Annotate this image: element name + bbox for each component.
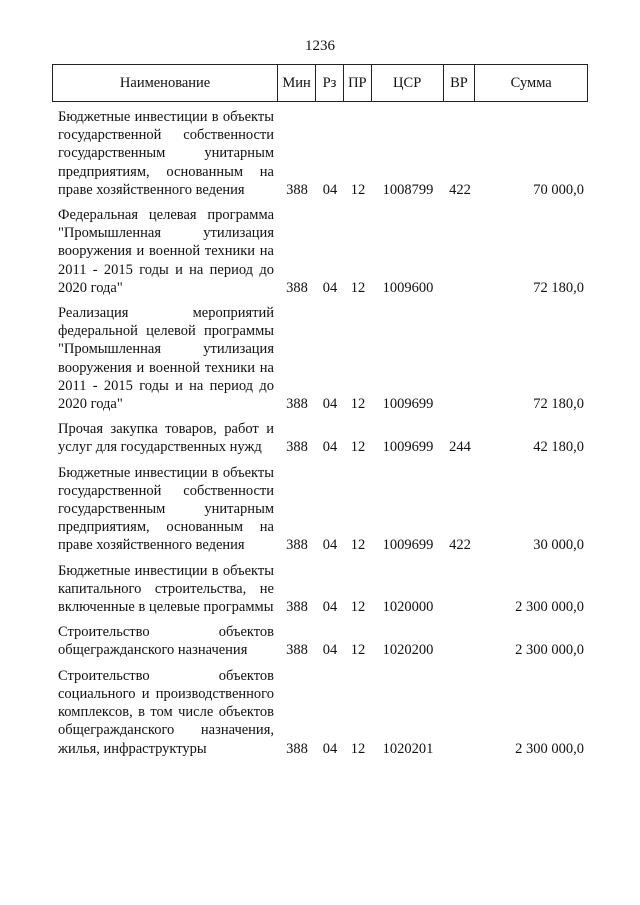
row-sum: 72 180,0	[533, 396, 584, 413]
table-row	[52, 562, 588, 617]
header-vr: ВР	[444, 65, 476, 101]
header-rz: Рз	[316, 65, 344, 101]
row-pr: 12	[350, 439, 366, 456]
row-rz: 04	[322, 642, 338, 659]
row-vr: 244	[449, 439, 471, 456]
table-body	[52, 108, 588, 765]
row-name: Бюджетные инвестиции в объекты капитального строительства, не включенные в целевые программы	[58, 562, 274, 616]
row-sum: 42 180,0	[533, 439, 584, 456]
row-csr: 1020200	[382, 642, 434, 659]
row-csr: 1020201	[382, 740, 434, 757]
row-rz: 04	[322, 279, 338, 296]
table-row	[52, 108, 588, 199]
row-sum: 2 300 000,0	[515, 599, 584, 616]
row-vr	[444, 667, 476, 758]
row-name: Бюджетные инвестиции в объекты государственной собственности государственным унитарным предприятиям, основанным на праве хозяйственного ведения	[58, 464, 274, 554]
row-vr: 422	[449, 537, 471, 554]
row-pr: 12	[350, 396, 366, 413]
row-name: Строительство объектов общегражданского назначения	[58, 624, 274, 659]
table-row	[52, 420, 588, 456]
row-csr: 1009699	[382, 439, 434, 456]
row-min: 388	[286, 181, 308, 198]
row-pr: 12	[350, 642, 366, 659]
row-sum: 30 000,0	[533, 537, 584, 554]
row-rz: 04	[322, 740, 338, 757]
row-sum: 72 180,0	[533, 279, 584, 296]
row-min: 388	[286, 439, 308, 456]
row-vr	[444, 562, 476, 617]
row-name: Бюджетные инвестиции в объекты государственной собственности государственным унитарным предприятиям, основанным на праве хозяйственного ведения	[58, 109, 274, 198]
row-csr: 1009699	[382, 537, 434, 554]
header-csr: ЦСР	[372, 65, 444, 101]
row-pr: 12	[350, 181, 366, 198]
header-sum: Сумма	[510, 74, 552, 91]
row-vr	[444, 623, 476, 659]
row-vr	[444, 206, 476, 297]
row-min: 388	[286, 599, 308, 616]
header-pr: ПР	[344, 65, 372, 101]
row-sum: 70 000,0	[533, 181, 584, 198]
row-csr: 1009699	[382, 396, 434, 413]
row-min: 388	[286, 279, 308, 296]
row-name: Реализация мероприятий федеральной целевой программы "Промышленная утилизация вооружения и военной техники на 2011 - 2015 годы и на период до 2020 года"	[58, 305, 274, 413]
row-name: Прочая закупка товаров, работ и услуг для государственных нужд	[58, 421, 274, 456]
header-name: Наименование	[53, 65, 278, 101]
table-row	[52, 667, 588, 758]
row-min: 388	[286, 740, 308, 757]
row-rz: 04	[322, 181, 338, 198]
row-name: Федеральная целевая программа "Промышленная утилизация вооружения и военной техники на 2011 - 2015 годы и на период до 2020 года"	[58, 207, 274, 296]
page-number: 1236	[305, 38, 335, 54]
header-min: Мин	[278, 65, 316, 101]
table-row	[52, 304, 588, 413]
row-csr: 1008799	[382, 181, 434, 198]
row-sum: 2 300 000,0	[515, 740, 584, 757]
row-pr: 12	[350, 537, 366, 554]
row-csr: 1009600	[382, 279, 434, 296]
table-row	[52, 623, 588, 659]
table-header	[52, 64, 588, 102]
row-pr: 12	[350, 740, 366, 757]
row-rz: 04	[322, 537, 338, 554]
row-pr: 12	[350, 279, 366, 296]
row-name: Строительство объектов социального и производственного комплексов, в том числе объектов общегражданского назначения, жилья, инфраструктуры	[58, 667, 274, 757]
row-min: 388	[286, 537, 308, 554]
row-min: 388	[286, 642, 308, 659]
row-rz: 04	[322, 599, 338, 616]
row-rz: 04	[322, 396, 338, 413]
row-pr: 12	[350, 599, 366, 616]
row-vr	[444, 304, 476, 413]
row-sum: 2 300 000,0	[515, 642, 584, 659]
row-vr: 422	[449, 181, 471, 198]
row-csr: 1020000	[382, 599, 434, 616]
table-row	[52, 206, 588, 297]
row-min: 388	[286, 396, 308, 413]
row-rz: 04	[322, 439, 338, 456]
table-row	[52, 464, 588, 555]
